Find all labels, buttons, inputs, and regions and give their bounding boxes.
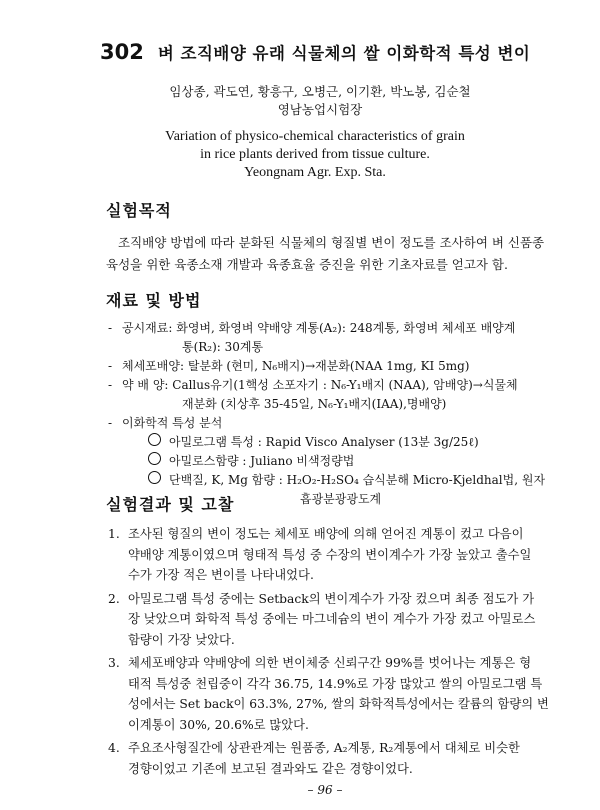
- materials-dash: -: [108, 321, 113, 335]
- results-line: 수가 가장 적은 변이를 나타내었다.: [128, 568, 314, 582]
- materials-item: [108, 319, 578, 338]
- english-title-line: in rice plants derived from tissue culture.: [200, 147, 430, 162]
- materials-dash: [108, 471, 122, 490]
- results-item: [108, 653, 570, 735]
- materials-text: 아밀로그램 특성 : Rapid Visco Analyser (13분 3g/25ℓ): [169, 435, 479, 449]
- results-item-body: [122, 524, 531, 586]
- english-title-line: Yeongnam Agr. Exp. Sta.: [244, 165, 386, 180]
- objective-line: 조직배양 방법에 따라 분화된 식물체의 형질별 변이 정도를 조사하여 벼 신품종: [118, 235, 545, 250]
- english-title: [0, 128, 600, 182]
- paper-number: 302: [100, 40, 144, 64]
- materials-item: [108, 338, 578, 357]
- results-item: [108, 524, 570, 586]
- results-item-number: 3.: [108, 656, 120, 670]
- objective-heading: 실험목적: [106, 201, 172, 220]
- materials-item: [108, 376, 578, 395]
- materials-text: 약 배 양: Callus유기(1핵성 소포자기 : N₆-Y₁배지 (NAA), 암배양)→식물체: [122, 378, 518, 392]
- circle-bullet-icon: [148, 433, 161, 446]
- materials-item: [108, 433, 578, 452]
- title-row: [100, 40, 570, 70]
- results-line: 이계통이 30%, 20.6%로 많았다.: [128, 717, 309, 732]
- results-line: 함량이 가장 낮았다.: [128, 632, 235, 647]
- materials-heading: 재료 및 방법: [106, 291, 202, 310]
- results-line: 장 낮았으며 화학적 특성 중에는 마그네슘의 변이 계수가 가장 컸고 아밀로스: [128, 612, 536, 626]
- results-item-body: [122, 589, 535, 651]
- materials-dash: -: [108, 378, 113, 392]
- materials-item: [108, 414, 578, 433]
- affiliation: 영남농업시험장: [277, 102, 363, 117]
- english-title-line: Variation of physico-chemical characteristics of grain: [165, 129, 465, 144]
- circle-bullet-icon: [148, 452, 161, 465]
- results-list: [108, 524, 570, 782]
- results-line: 조사된 형질의 변이 정도는 체세포 배양에 의해 얻어진 계통이 컸고 다음이: [128, 527, 524, 541]
- materials-text: 재분화 (치상후 35-45일, N₆-Y₁배지(IAA),명배양): [182, 397, 447, 411]
- objective-text: [118, 232, 578, 254]
- materials-text: 공시재료: 화영벼, 화영벼 약배양 계통(A₂): 248계통, 화영벼 체세포 배양계: [122, 321, 516, 335]
- results-line: 주요조사형질간에 상관관계는 원품종, A₂계통, R₂계통에서 대체로 비슷한: [128, 741, 520, 755]
- results-item: [108, 589, 570, 651]
- materials-text: 이화학적 특성 분석: [122, 416, 223, 430]
- materials-list: [108, 319, 578, 509]
- materials-dash: [108, 395, 122, 414]
- materials-dash: -: [108, 359, 113, 373]
- results-line: 아밀로그램 특성 중에는 Setback의 변이계수가 가장 컸으며 최종 점도가 가: [128, 591, 535, 606]
- materials-item: [108, 395, 578, 414]
- objective-text-2: [106, 254, 576, 276]
- results-item-body: [122, 738, 520, 779]
- objective-line: 육성을 위한 육종소재 개발과 육종효율 증진을 위한 기초자료를 얻고자 함.: [106, 257, 508, 272]
- materials-text: 흡광분광광도계: [300, 492, 382, 506]
- results-item: [108, 738, 570, 779]
- circle-bullet-icon: [148, 471, 161, 484]
- materials-item: [108, 357, 578, 376]
- materials-dash: [108, 338, 122, 357]
- authors: 임상종, 곽도연, 황흥구, 오병근, 이기환, 박노봉, 김순철: [169, 84, 471, 99]
- materials-item: [108, 452, 578, 471]
- results-line: 태적 특성중 천립중이 각각 36.75, 14.9%로 가장 많았고 쌀의 아밀로그램 특: [128, 676, 543, 691]
- results-item-number: 1.: [108, 527, 120, 541]
- materials-text: 아밀로스함량 : Juliano 비색정량법: [169, 454, 355, 468]
- materials-text: 체세포배양: 탈분화 (현미, N₆배지)→재분화(NAA 1mg, KI 5mg): [122, 359, 470, 373]
- results-line: 경향이었고 기존에 보고된 결과와도 같은 경향이었다.: [128, 761, 413, 776]
- materials-dash: [108, 452, 122, 471]
- materials-dash: -: [108, 416, 113, 430]
- results-item-number: 2.: [108, 591, 120, 606]
- materials-text: 통(R₂): 30계통: [182, 340, 264, 354]
- results-heading: 실험결과 및 고찰: [106, 495, 235, 514]
- materials-text: 단백질, K, Mg 함량 : H₂O₂-H₂SO₄ 습식분해 Micro-Kjeldhal법, 원자: [169, 473, 546, 487]
- materials-item: [108, 471, 578, 490]
- results-line: 약배양 계통이였으며 형태적 특성 중 수장의 변이계수가 가장 높았고 출수일: [128, 547, 532, 562]
- materials-dash: [108, 433, 122, 452]
- results-line: 체세포배양과 약배양에 의한 변이체중 신뢰구간 99%를 벗어나는 계통은 형: [128, 656, 532, 670]
- results-item-body: [122, 653, 549, 735]
- results-line: 성에서는 Set back이 63.3%, 27%, 쌀의 화학적특성에서는 칼륨의 함량의 변: [128, 697, 549, 711]
- page-number: – 96 –: [307, 783, 343, 797]
- results-item-number: 4.: [108, 741, 120, 755]
- korean-title: 벼 조직배양 유래 식물체의 쌀 이화학적 특성 변이: [157, 44, 531, 63]
